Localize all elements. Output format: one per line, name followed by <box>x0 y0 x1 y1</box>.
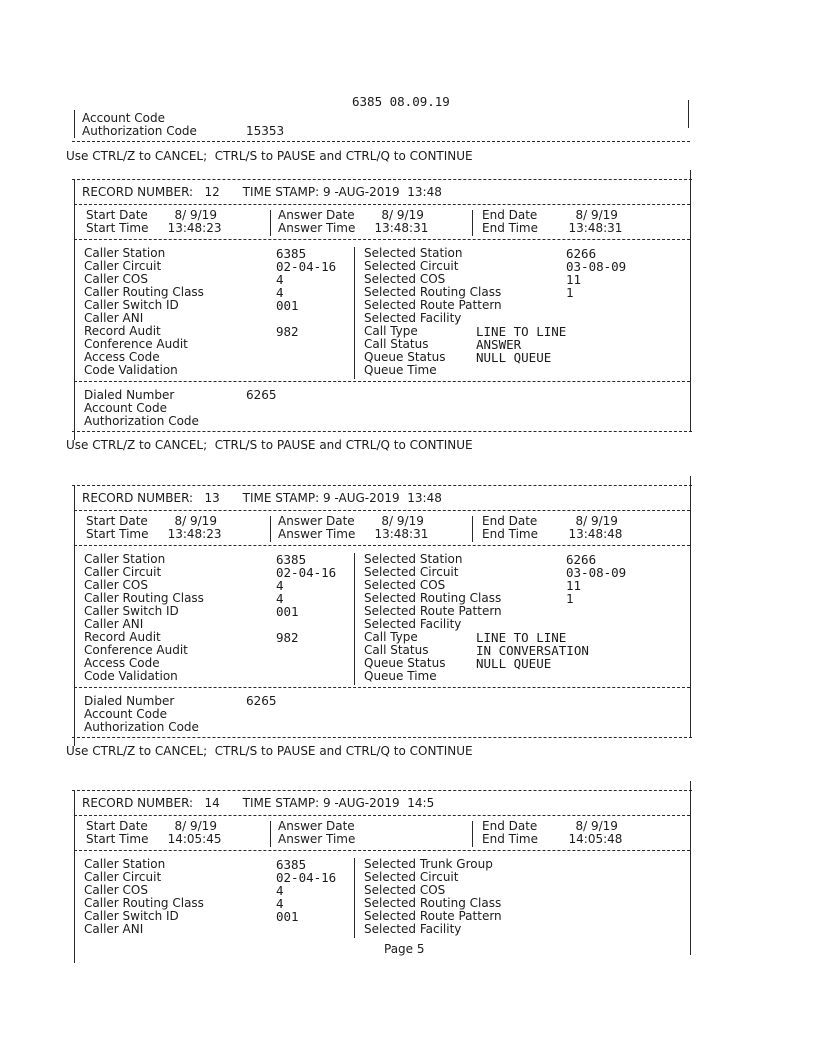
divider <box>74 687 690 688</box>
caller-field-label: Caller ANI <box>84 311 144 325</box>
end-date: End Date 8/ 9/19 <box>482 208 618 222</box>
caller-field-value: 6385 <box>276 857 307 872</box>
record-top-border <box>72 179 692 180</box>
caller-field-label: Caller Station <box>84 246 166 260</box>
selected-field-label: Selected Facility <box>364 311 462 325</box>
caller-field-label: Caller Station <box>84 552 166 566</box>
instructions-line: Use CTRL/Z to CANCEL; CTRL/S to PAUSE and CTRL/Q to CONTINUE <box>66 438 473 452</box>
selected-field-label: Selected Circuit <box>364 870 459 884</box>
selected-field-label: Queue Time <box>364 669 437 683</box>
dialed-number-label: Dialed Number <box>84 694 175 708</box>
caller-field-label: Caller ANI <box>84 617 144 631</box>
answer-time: Answer Time 13:48:31 <box>278 527 429 541</box>
caller-field-label: Caller Switch ID <box>84 604 179 618</box>
authorization-code-label: Authorization Code <box>82 124 197 138</box>
caller-field-value: 02-04-16 <box>276 259 337 274</box>
selected-field-label: Queue Status <box>364 350 446 364</box>
caller-field-label: Caller COS <box>84 883 148 897</box>
record-title: RECORD NUMBER: 12 TIME STAMP: 9 -AUG-2019 13:48 <box>82 185 442 199</box>
caller-field-label: Caller Switch ID <box>84 909 179 923</box>
caller-field-value: 6385 <box>276 246 307 261</box>
account-code-label: Account Code <box>82 111 165 125</box>
account-code-label: Account Code <box>84 401 167 415</box>
selected-field-label: Selected COS <box>364 883 446 897</box>
caller-field-label: Caller Switch ID <box>84 298 179 312</box>
dialed-number-label: Dialed Number <box>84 388 175 402</box>
answer-date: Answer Date 8/ 9/19 <box>278 208 424 222</box>
instructions-line: Use CTRL/Z to CANCEL; CTRL/S to PAUSE and CTRL/Q to CONTINUE <box>66 744 473 758</box>
selected-field-label: Selected Circuit <box>364 259 459 273</box>
caller-field-label: Conference Audit <box>84 337 188 351</box>
selected-field-value: LINE TO LINE <box>476 630 567 645</box>
caller-field-label: Record Audit <box>84 630 161 644</box>
selected-field-label: Selected Trunk Group <box>364 857 493 871</box>
selected-field-label: Selected Circuit <box>364 565 459 579</box>
end-date: End Date 8/ 9/19 <box>482 819 618 833</box>
caller-field-value: 02-04-16 <box>276 870 337 885</box>
start-time: Start Time 13:48:23 <box>86 527 222 541</box>
selected-field-label: Selected Facility <box>364 617 462 631</box>
authorization-code-label: Authorization Code <box>84 414 199 428</box>
start-date: Start Date 8/ 9/19 <box>86 819 217 833</box>
record-top-border <box>72 485 692 486</box>
selected-field-value: IN CONVERSATION <box>476 643 589 658</box>
selected-field-label: Selected Route Pattern <box>364 909 502 923</box>
column-divider <box>270 516 271 542</box>
selected-field-value: ANSWER <box>476 337 522 352</box>
column-divider <box>354 247 355 379</box>
caller-field-value: 001 <box>276 604 299 619</box>
record-left-border <box>74 791 75 963</box>
caller-field-label: Caller COS <box>84 578 148 592</box>
divider <box>74 815 690 816</box>
column-divider <box>354 858 355 938</box>
caller-field-label: Caller Circuit <box>84 870 162 884</box>
column-divider <box>472 210 473 236</box>
dialed-number-value: 6265 <box>246 694 277 708</box>
selected-field-label: Call Status <box>364 337 429 351</box>
column-divider <box>472 821 473 847</box>
page-header: 6385 08.09.19 <box>352 94 450 109</box>
caller-field-label: Code Validation <box>84 669 178 683</box>
caller-field-label: Caller Station <box>84 857 166 871</box>
selected-field-value: 11 <box>566 272 582 287</box>
caller-field-label: Caller COS <box>84 272 148 286</box>
selected-field-value: LINE TO LINE <box>476 324 567 339</box>
selected-field-label: Selected COS <box>364 578 446 592</box>
record-top-border <box>72 790 692 791</box>
caller-field-label: Caller Routing Class <box>84 285 204 299</box>
selected-field-value: 03-08-09 <box>566 565 627 580</box>
end-date: End Date 8/ 9/19 <box>482 514 618 528</box>
selected-field-label: Selected Facility <box>364 922 462 936</box>
start-time: Start Time 13:48:23 <box>86 221 222 235</box>
caller-field-label: Access Code <box>84 656 160 670</box>
end-time: End Time 14:05:48 <box>482 832 623 846</box>
selected-field-value: 11 <box>566 578 582 593</box>
caller-field-label: Caller Routing Class <box>84 896 204 910</box>
end-time: End Time 13:48:31 <box>482 221 623 235</box>
caller-field-label: Caller Circuit <box>84 565 162 579</box>
column-divider <box>472 516 473 542</box>
record-title: RECORD NUMBER: 13 TIME STAMP: 9 -AUG-2019 13:48 <box>82 491 442 505</box>
caller-field-value: 4 <box>276 883 284 898</box>
answer-time: Answer Time <box>278 832 356 846</box>
account-code-label: Account Code <box>84 707 167 721</box>
divider <box>72 737 692 738</box>
record-right-border <box>690 781 691 955</box>
caller-field-value: 4 <box>276 285 284 300</box>
selected-field-value: NULL QUEUE <box>476 350 552 365</box>
caller-field-label: Code Validation <box>84 363 178 377</box>
selected-field-label: Selected Route Pattern <box>364 604 502 618</box>
instructions-line: Use CTRL/Z to CANCEL; CTRL/S to PAUSE and CTRL/Q to CONTINUE <box>66 149 473 163</box>
end-time: End Time 13:48:48 <box>482 527 623 541</box>
start-date: Start Date 8/ 9/19 <box>86 208 217 222</box>
answer-date: Answer Date 8/ 9/19 <box>278 514 424 528</box>
caller-field-value: 6385 <box>276 552 307 567</box>
selected-field-value: NULL QUEUE <box>476 656 552 671</box>
divider <box>74 239 690 240</box>
caller-field-value: 4 <box>276 591 284 606</box>
divider <box>74 545 690 546</box>
record-left-border <box>74 486 75 746</box>
selected-field-value: 6266 <box>566 246 597 261</box>
divider <box>74 850 690 851</box>
record-title: RECORD NUMBER: 14 TIME STAMP: 9 -AUG-2019 14:5 <box>82 796 435 810</box>
selected-field-label: Queue Time <box>364 363 437 377</box>
caller-field-value: 982 <box>276 324 299 339</box>
border-left <box>74 110 75 138</box>
selected-field-value: 03-08-09 <box>566 259 627 274</box>
divider <box>74 204 690 205</box>
caller-field-value: 02-04-16 <box>276 565 337 580</box>
start-time: Start Time 14:05:45 <box>86 832 222 846</box>
start-date: Start Date 8/ 9/19 <box>86 514 217 528</box>
page-footer: Page 5 <box>384 942 425 956</box>
column-divider <box>354 553 355 685</box>
selected-field-label: Call Type <box>364 630 418 644</box>
caller-field-label: Caller ANI <box>84 922 144 936</box>
caller-field-value: 001 <box>276 298 299 313</box>
caller-field-label: Caller Circuit <box>84 259 162 273</box>
selected-field-label: Queue Status <box>364 656 446 670</box>
caller-field-value: 4 <box>276 272 284 287</box>
border-right <box>688 100 689 128</box>
selected-field-label: Selected Route Pattern <box>364 298 502 312</box>
caller-field-value: 982 <box>276 630 299 645</box>
caller-field-value: 4 <box>276 578 284 593</box>
answer-date: Answer Date <box>278 819 355 833</box>
divider <box>72 431 692 432</box>
selected-field-label: Selected Routing Class <box>364 591 502 605</box>
record-left-border <box>74 180 75 440</box>
selected-field-label: Call Status <box>364 643 429 657</box>
caller-field-label: Record Audit <box>84 324 161 338</box>
selected-field-label: Selected COS <box>364 272 446 286</box>
selected-field-label: Selected Station <box>364 246 463 260</box>
divider <box>74 510 690 511</box>
column-divider <box>270 821 271 847</box>
dialed-number-value: 6265 <box>246 388 277 402</box>
caller-field-value: 4 <box>276 896 284 911</box>
selected-field-label: Selected Station <box>364 552 463 566</box>
selected-field-value: 1 <box>566 285 574 300</box>
column-divider <box>270 210 271 236</box>
authorization-code-label: Authorization Code <box>84 720 199 734</box>
selected-field-value: 1 <box>566 591 574 606</box>
caller-field-value: 001 <box>276 909 299 924</box>
selected-field-label: Selected Routing Class <box>364 896 502 910</box>
selected-field-value: 6266 <box>566 552 597 567</box>
answer-time: Answer Time 13:48:31 <box>278 221 429 235</box>
authorization-code-value: 15353 <box>246 124 285 138</box>
caller-field-label: Caller Routing Class <box>84 591 204 605</box>
caller-field-label: Conference Audit <box>84 643 188 657</box>
caller-field-label: Access Code <box>84 350 160 364</box>
divider <box>72 141 690 142</box>
selected-field-label: Call Type <box>364 324 418 338</box>
selected-field-label: Selected Routing Class <box>364 285 502 299</box>
record-right-border <box>690 170 691 432</box>
divider <box>74 381 690 382</box>
record-right-border <box>690 476 691 738</box>
